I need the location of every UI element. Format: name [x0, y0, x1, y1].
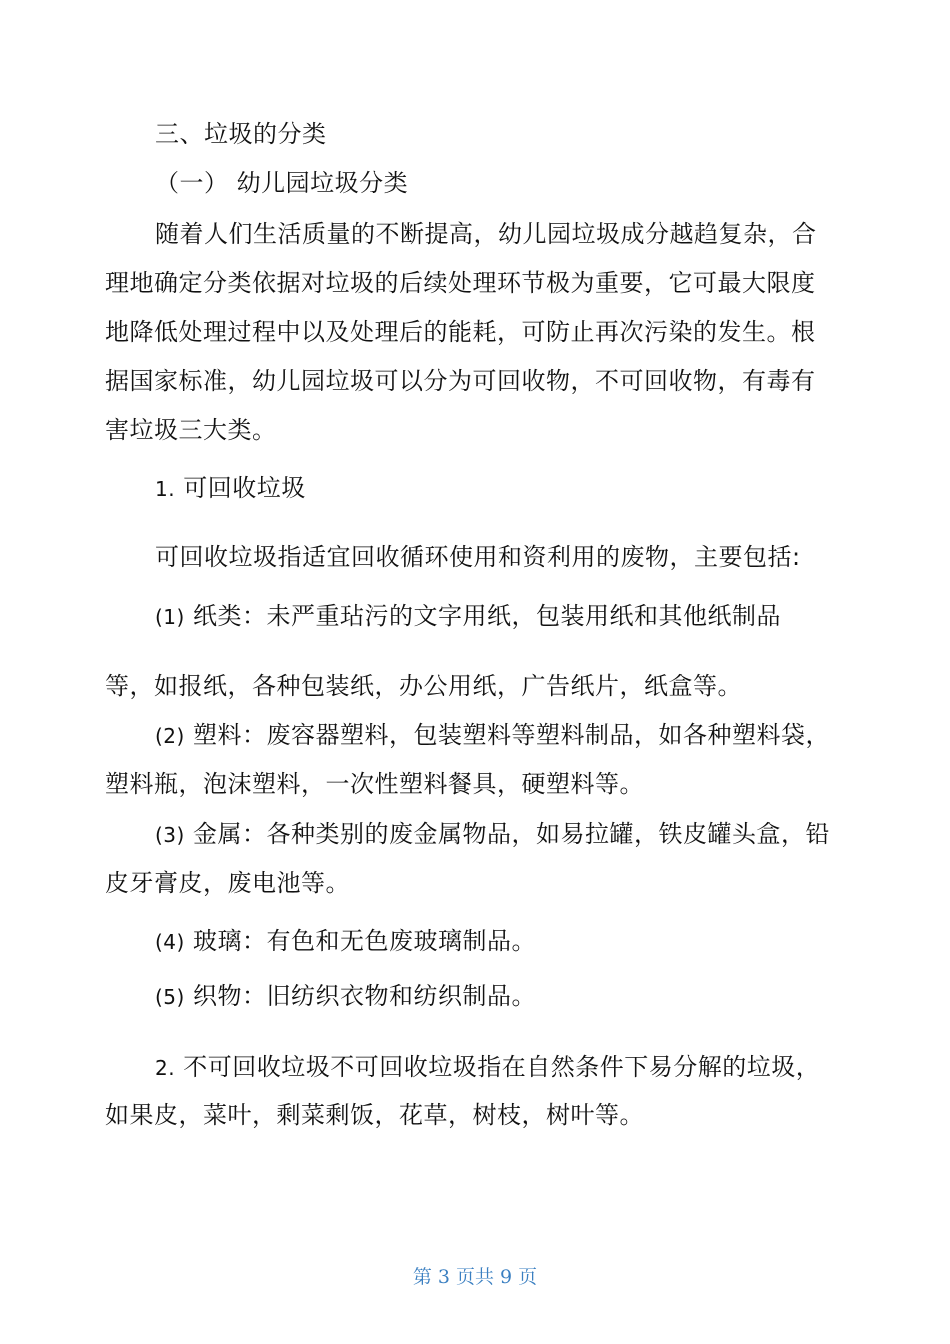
- sub-item-number: (1): [155, 605, 185, 629]
- sub-item-line: [155, 600, 781, 633]
- item-2-line: [155, 1051, 820, 1084]
- item-number: 1.: [155, 477, 176, 501]
- intro-line: 害垃圾三大类。: [105, 416, 277, 444]
- intro-line: 随着人们生活质量的不断提高，幼儿园垃圾成分越趋复杂，合: [155, 220, 817, 248]
- sub-item-number: (4): [155, 930, 185, 954]
- sub-item-line: [155, 818, 830, 851]
- sub-item-text: 金属：各种类别的废金属物品，如易拉罐，铁皮罐头盒，铅: [192, 820, 830, 848]
- sub-item-number: (3): [155, 823, 185, 847]
- intro-line: 理地确定分类依据对垃圾的后续处理环节极为重要，它可最大限度: [105, 269, 816, 297]
- item-2-continuation: 如果皮，菜叶，剩菜剩饭，花草，树枝，树叶等。: [105, 1101, 644, 1129]
- sub-item-text: 玻璃：有色和无色废玻璃制品。: [192, 927, 536, 955]
- item-1-heading: [155, 472, 306, 505]
- item-1-description: 可回收垃圾指适宜回收循环使用和资利用的废物，主要包括:: [155, 543, 801, 571]
- sub-item-textile: [155, 980, 536, 1013]
- sub-item-text: 塑料：废容器塑料，包装塑料等塑料制品，如各种塑料袋，: [192, 721, 830, 749]
- sub-item-text: 织物：旧纺织衣物和纺织制品。: [192, 982, 536, 1010]
- intro-line: 地降低处理过程中以及处理后的能耗，可防止再次污染的发生。根: [105, 318, 816, 346]
- sub-item-glass: [155, 925, 536, 958]
- intro-line: 据国家标准，幼儿园垃圾可以分为可回收物，不可回收物，有毒有: [105, 367, 816, 395]
- sub-item-continuation: 皮牙膏皮，废电池等。: [105, 869, 350, 897]
- sub-item-text: 纸类：未严重玷污的文字用纸，包装用纸和其他纸制品: [192, 602, 781, 630]
- sub-item-number: (5): [155, 985, 185, 1009]
- sub-item-number: (2): [155, 724, 185, 748]
- item-number: 2.: [155, 1056, 176, 1080]
- section-title: 三、垃圾的分类: [155, 120, 327, 148]
- sub-item-continuation: 塑料瓶，泡沫塑料，一次性塑料餐具，硬塑料等。: [105, 770, 644, 798]
- item-title: 可回收垃圾: [183, 474, 306, 502]
- page-footer: 第 3 页共 9 页: [412, 1266, 538, 1288]
- sub-item-continuation: 等，如报纸，各种包装纸，办公用纸，广告纸片，纸盒等。: [105, 672, 742, 700]
- sub-item-line: [155, 719, 830, 752]
- item-text: 不可回收垃圾不可回收垃圾指在自然条件下易分解的垃圾，: [183, 1053, 821, 1081]
- subsection-title: （一） 幼儿园垃圾分类: [155, 169, 409, 197]
